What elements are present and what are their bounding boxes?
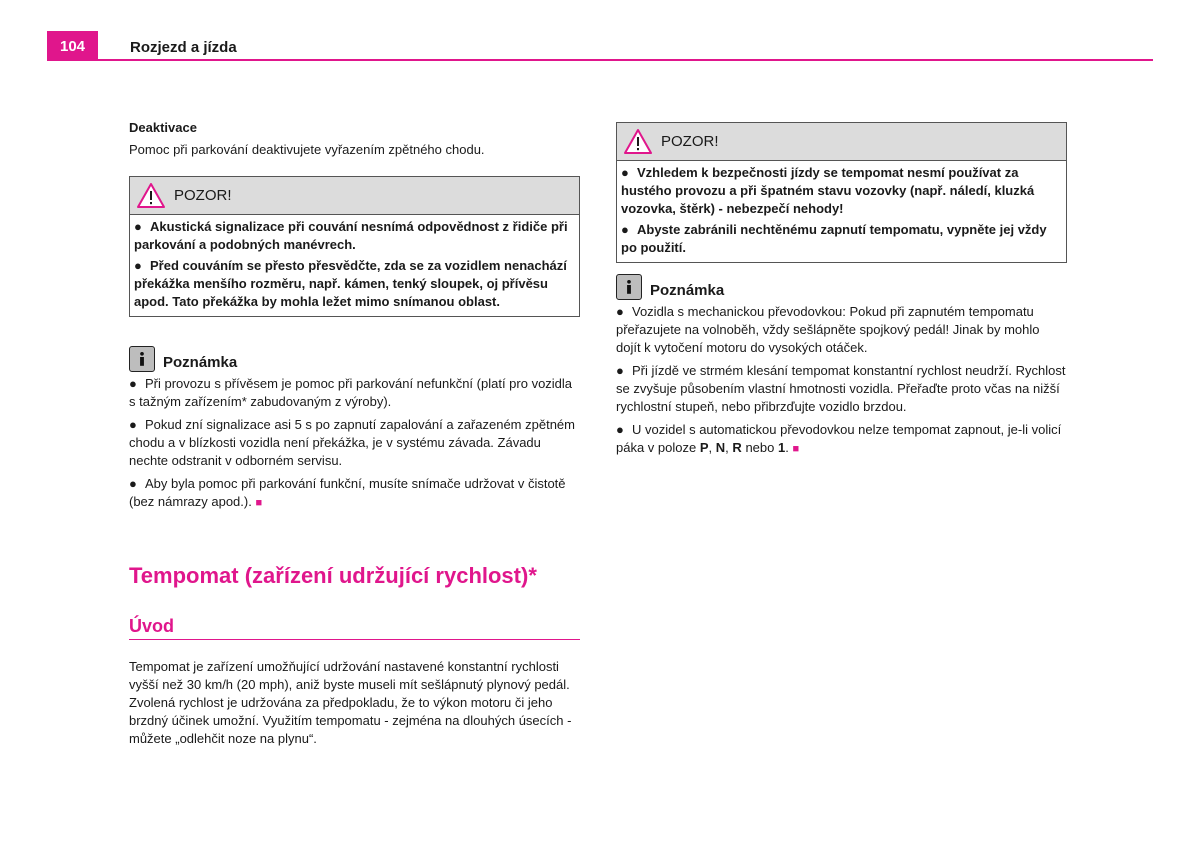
note-section [616,274,1067,463]
page-number: 104 [47,31,98,61]
bullet-icon: ● [129,476,137,491]
gear-position-p: P [699,440,709,455]
warning-header [617,123,1066,161]
note-item: ● Pokud zní signalizace asi 5 s po zapnutí zapalování a zařazeném zpětném chodu a v blízkosti vozidla není překážka, je v systému závada. Závadu nechte odstranit v odborném servisu. [129,417,575,468]
gear-position-1: 1 [777,440,786,455]
bullet-icon: ● [616,422,624,437]
bullet-icon: ● [616,363,624,378]
gear-position-r: R [732,440,742,455]
note-title: Poznámka [163,354,238,371]
section-title: Tempomat (zařízení udržující rychlost)* [129,563,537,588]
note-title: Poznámka [650,282,725,299]
gear-position-n: N [715,440,726,455]
bullet-icon: ● [134,258,142,273]
warning-title: POZOR! [661,133,719,150]
warning-item: ● Před couváním se přesto přesvědčte, zda se za vozidlem nenachází překážka menšího rozměru, např. kámen, tenký sloupek, oj přívěsu apod. Tato překážka by mohla ležet mimo snímanou oblast. [134,258,567,309]
note-item: ● Vozidla s mechanickou převodovkou: Pokud při zapnutém tempomatu přeřazujete na volnoběh, vždy sešlápněte spojkový pedál! Jinak by mohlo dojít k vytočení motoru do vysokých otáček. [616,304,1040,355]
note-section [129,346,580,517]
deactivation-heading: Deaktivace [129,120,197,135]
note-item: ● Při provozu s přívěsem je pomoc při parkování nefunkční (platí pro vozidla s tažným zařízením* zabudovaným z výroby). [129,376,573,409]
header-rule [47,59,1153,61]
warning-item: ● Vzhledem k bezpečnosti jízdy se tempomat nesmí používat za hustého provozu a při špatném stavu vozovky (např. náledí, kluzká vozovka, štěrk) - nebezpečí nehody! [621,165,1035,216]
deactivation-text: Pomoc při parkování deaktivujete vyřazením zpětného chodu. [129,142,485,157]
bullet-icon: ● [129,376,137,391]
warning-title: POZOR! [174,187,232,204]
note-item: ● Při jízdě ve strmém klesání tempomat konstantní rychlost neudrží. Rychlost se zvyšuje působením vlastní hmotnosti vozidla. Přeřaďte proto včas na nižší rychlostní stupeň, nebo přibrzďujte vozidlo brzdou. [616,363,1066,414]
intro-text: Tempomat je zařízení umožňující udržování nastavené konstantní rychlosti vyšší než 30 km/h (20 mph), aniž byste museli mít sešlápnutý plynový pedál. Zvolená rychlost je udržována za předpokladu, že to výkon motoru či jeho brzdný účinek umožní. Využitím tempomatu - zejména na dlouhých úsecích - můžete „odlehčit noze na plynu“. [129,659,572,746]
warning-item: ● Abyste zabránili nechtěnému zapnutí tempomatu, vypněte jej vždy po použití. [621,222,1047,255]
bullet-icon: ● [621,165,629,180]
warning-triangle-icon [623,128,653,155]
warning-box [129,176,580,317]
info-icon [129,346,155,372]
warning-triangle-icon [136,182,166,209]
bullet-icon: ● [129,417,137,432]
note-item: ● U vozidel s automatickou převodovkou nelze tempomat zapnout, je-li volicí páka v poloze P, N, R nebo 1. ■ [616,422,1062,455]
subsection-title: Úvod [129,616,174,636]
bullet-icon: ● [134,219,142,234]
warning-header [130,177,579,215]
warning-box [616,122,1067,263]
end-mark-icon: ■ [255,497,263,509]
info-icon [616,274,642,300]
end-mark-icon: ■ [792,443,800,455]
warning-item: ● Akustická signalizace při couvání nesnímá odpovědnost z řidiče při parkování a podobných manévrech. [134,219,568,252]
subsection-rule [129,639,580,640]
note-item: ● Aby byla pomoc při parkování funkční, musíte snímače udržovat v čistotě (bez námrazy apod.). ■ [129,476,566,509]
chapter-title: Rozjezd a jízda [130,39,237,56]
bullet-icon: ● [621,222,629,237]
bullet-icon: ● [616,304,624,319]
